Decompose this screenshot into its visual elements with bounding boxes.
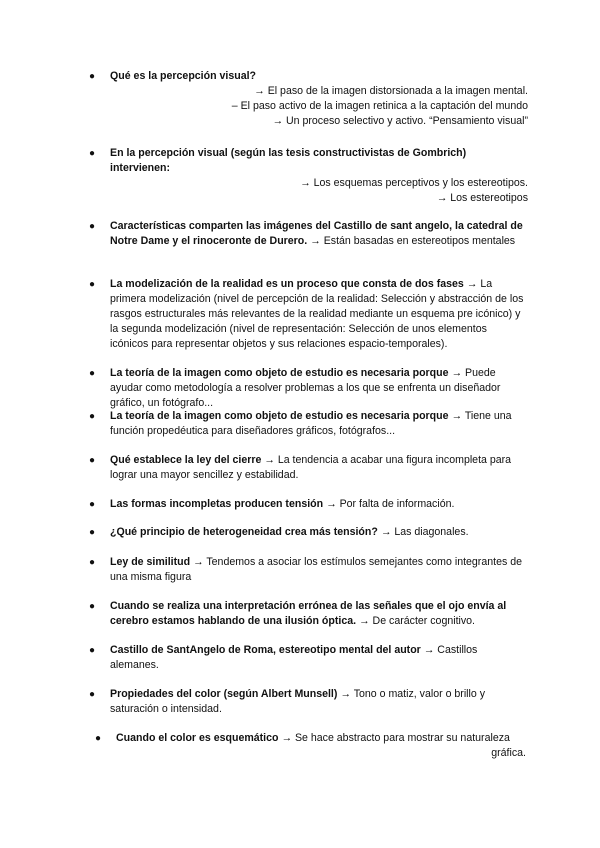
answer-text: → Puede ayudar como metodología a resolver problemas a los que se enfrenta un diseñador gráfico, un fotógrafo... (110, 367, 501, 409)
list-item (89, 277, 528, 352)
bullet-icon: ● (95, 733, 102, 744)
question-text: Qué establece la ley del cierre (110, 454, 262, 466)
answer-text: → El paso de la imagen distorsionada a la imagen mental. (254, 85, 528, 97)
answer-text: → Tono o matiz, valor o brillo y saturación o intensidad. (110, 688, 486, 715)
list-item (89, 146, 528, 206)
list-item (89, 525, 528, 540)
answer-text: → Por falta de información. (326, 498, 455, 510)
question-text: Ley de similitud (110, 556, 191, 568)
list-item (89, 599, 528, 629)
bullet-icon: ● (89, 368, 96, 379)
list-item (89, 219, 528, 249)
answer-text: → La primera modelización (nivel de percepción de la realidad: Selección y abstracción de los rasgos estructurales más relevantes de la realidad mediante un esquema pre icónico) y la segunda modelización (nivel de representación: Selección de unos elementos icónicos para representar objetos y sus relaciones espacio-temporales). (110, 278, 524, 350)
question-text: La teoría de la imagen como objeto de estudio es necesaria porque (110, 410, 449, 422)
list-item (89, 69, 528, 129)
question-text: Las formas incompletas producen tensión (110, 498, 324, 510)
question-text: Castillo de SantAngelo de Roma, estereotipo mental del autor (110, 644, 421, 656)
answer-text: gráfica. (491, 747, 526, 759)
question-text: ¿Qué principio de heterogeneidad crea más tensión? (110, 526, 378, 538)
answer-text: → De carácter cognitivo. (359, 615, 476, 627)
question-text: Cuando el color es esquemático (116, 732, 279, 744)
bullet-icon: ● (89, 601, 96, 612)
bullet-icon: ● (89, 455, 96, 466)
bullet-icon: ● (89, 645, 96, 656)
list-item (89, 643, 528, 673)
answer-text: → Castillos alemanes. (110, 644, 478, 671)
question-text: Características comparten las imágenes del Castillo de sant angelo, la catedral de Notre Dame y el rinoceronte de Durero. (110, 220, 523, 247)
list-item (95, 731, 526, 761)
answer-text: → Los estereotipos (436, 192, 528, 204)
answer-text: → La tendencia a acabar una figura incompleta para lograr una mayor sencillez y estabilidad. (110, 454, 512, 481)
answer-text: – El paso activo de la imagen retinica a la captación del mundo (231, 100, 528, 112)
answer-text: → Tendemos a asociar los estímulos semejantes como integrantes de una misma figura (110, 556, 522, 583)
question-text: Cuando se realiza una interpretación errónea de las señales que el ojo envía al cerebro estamos hablando de una ilusión óptica. (110, 600, 507, 627)
bullet-icon: ● (89, 411, 96, 422)
bullet-icon: ● (89, 148, 96, 159)
question-text: En la percepción visual (según las tesis constructivistas de Gombrich) intervienen: (110, 147, 467, 174)
list-item (89, 409, 528, 439)
list-item (89, 555, 528, 585)
bullet-icon: ● (89, 527, 96, 538)
bullet-icon: ● (89, 279, 96, 290)
bullet-icon: ● (89, 221, 96, 232)
list-item (89, 453, 528, 483)
list-item (89, 366, 528, 411)
list-item (89, 687, 528, 717)
question-text: La teoría de la imagen como objeto de estudio es necesaria porque (110, 367, 449, 379)
answer-text: → Los esquemas perceptivos y los estereotipos. (300, 177, 528, 189)
question-text: Qué es la percepción visual? (110, 70, 257, 82)
answer-text: → Están basadas en estereotipos mentales (310, 235, 516, 247)
bullet-icon: ● (89, 499, 96, 510)
bullet-icon: ● (89, 71, 96, 82)
answer-text: → Se hace abstracto para mostrar su naturaleza (281, 732, 510, 744)
question-text: Propiedades del color (según Albert Munsell) (110, 688, 338, 700)
answer-text: → Un proceso selectivo y activo. “Pensamiento visual” (272, 115, 528, 127)
list-item (89, 497, 528, 512)
bullet-icon: ● (89, 557, 96, 568)
answer-text: → Tiene una función propedéutica para diseñadores gráficos, fotógrafos... (110, 410, 512, 437)
bullet-icon: ● (89, 689, 96, 700)
question-text: La modelización de la realidad es un proceso que consta de dos fases (110, 278, 464, 290)
answer-text: → Las diagonales. (380, 526, 469, 538)
